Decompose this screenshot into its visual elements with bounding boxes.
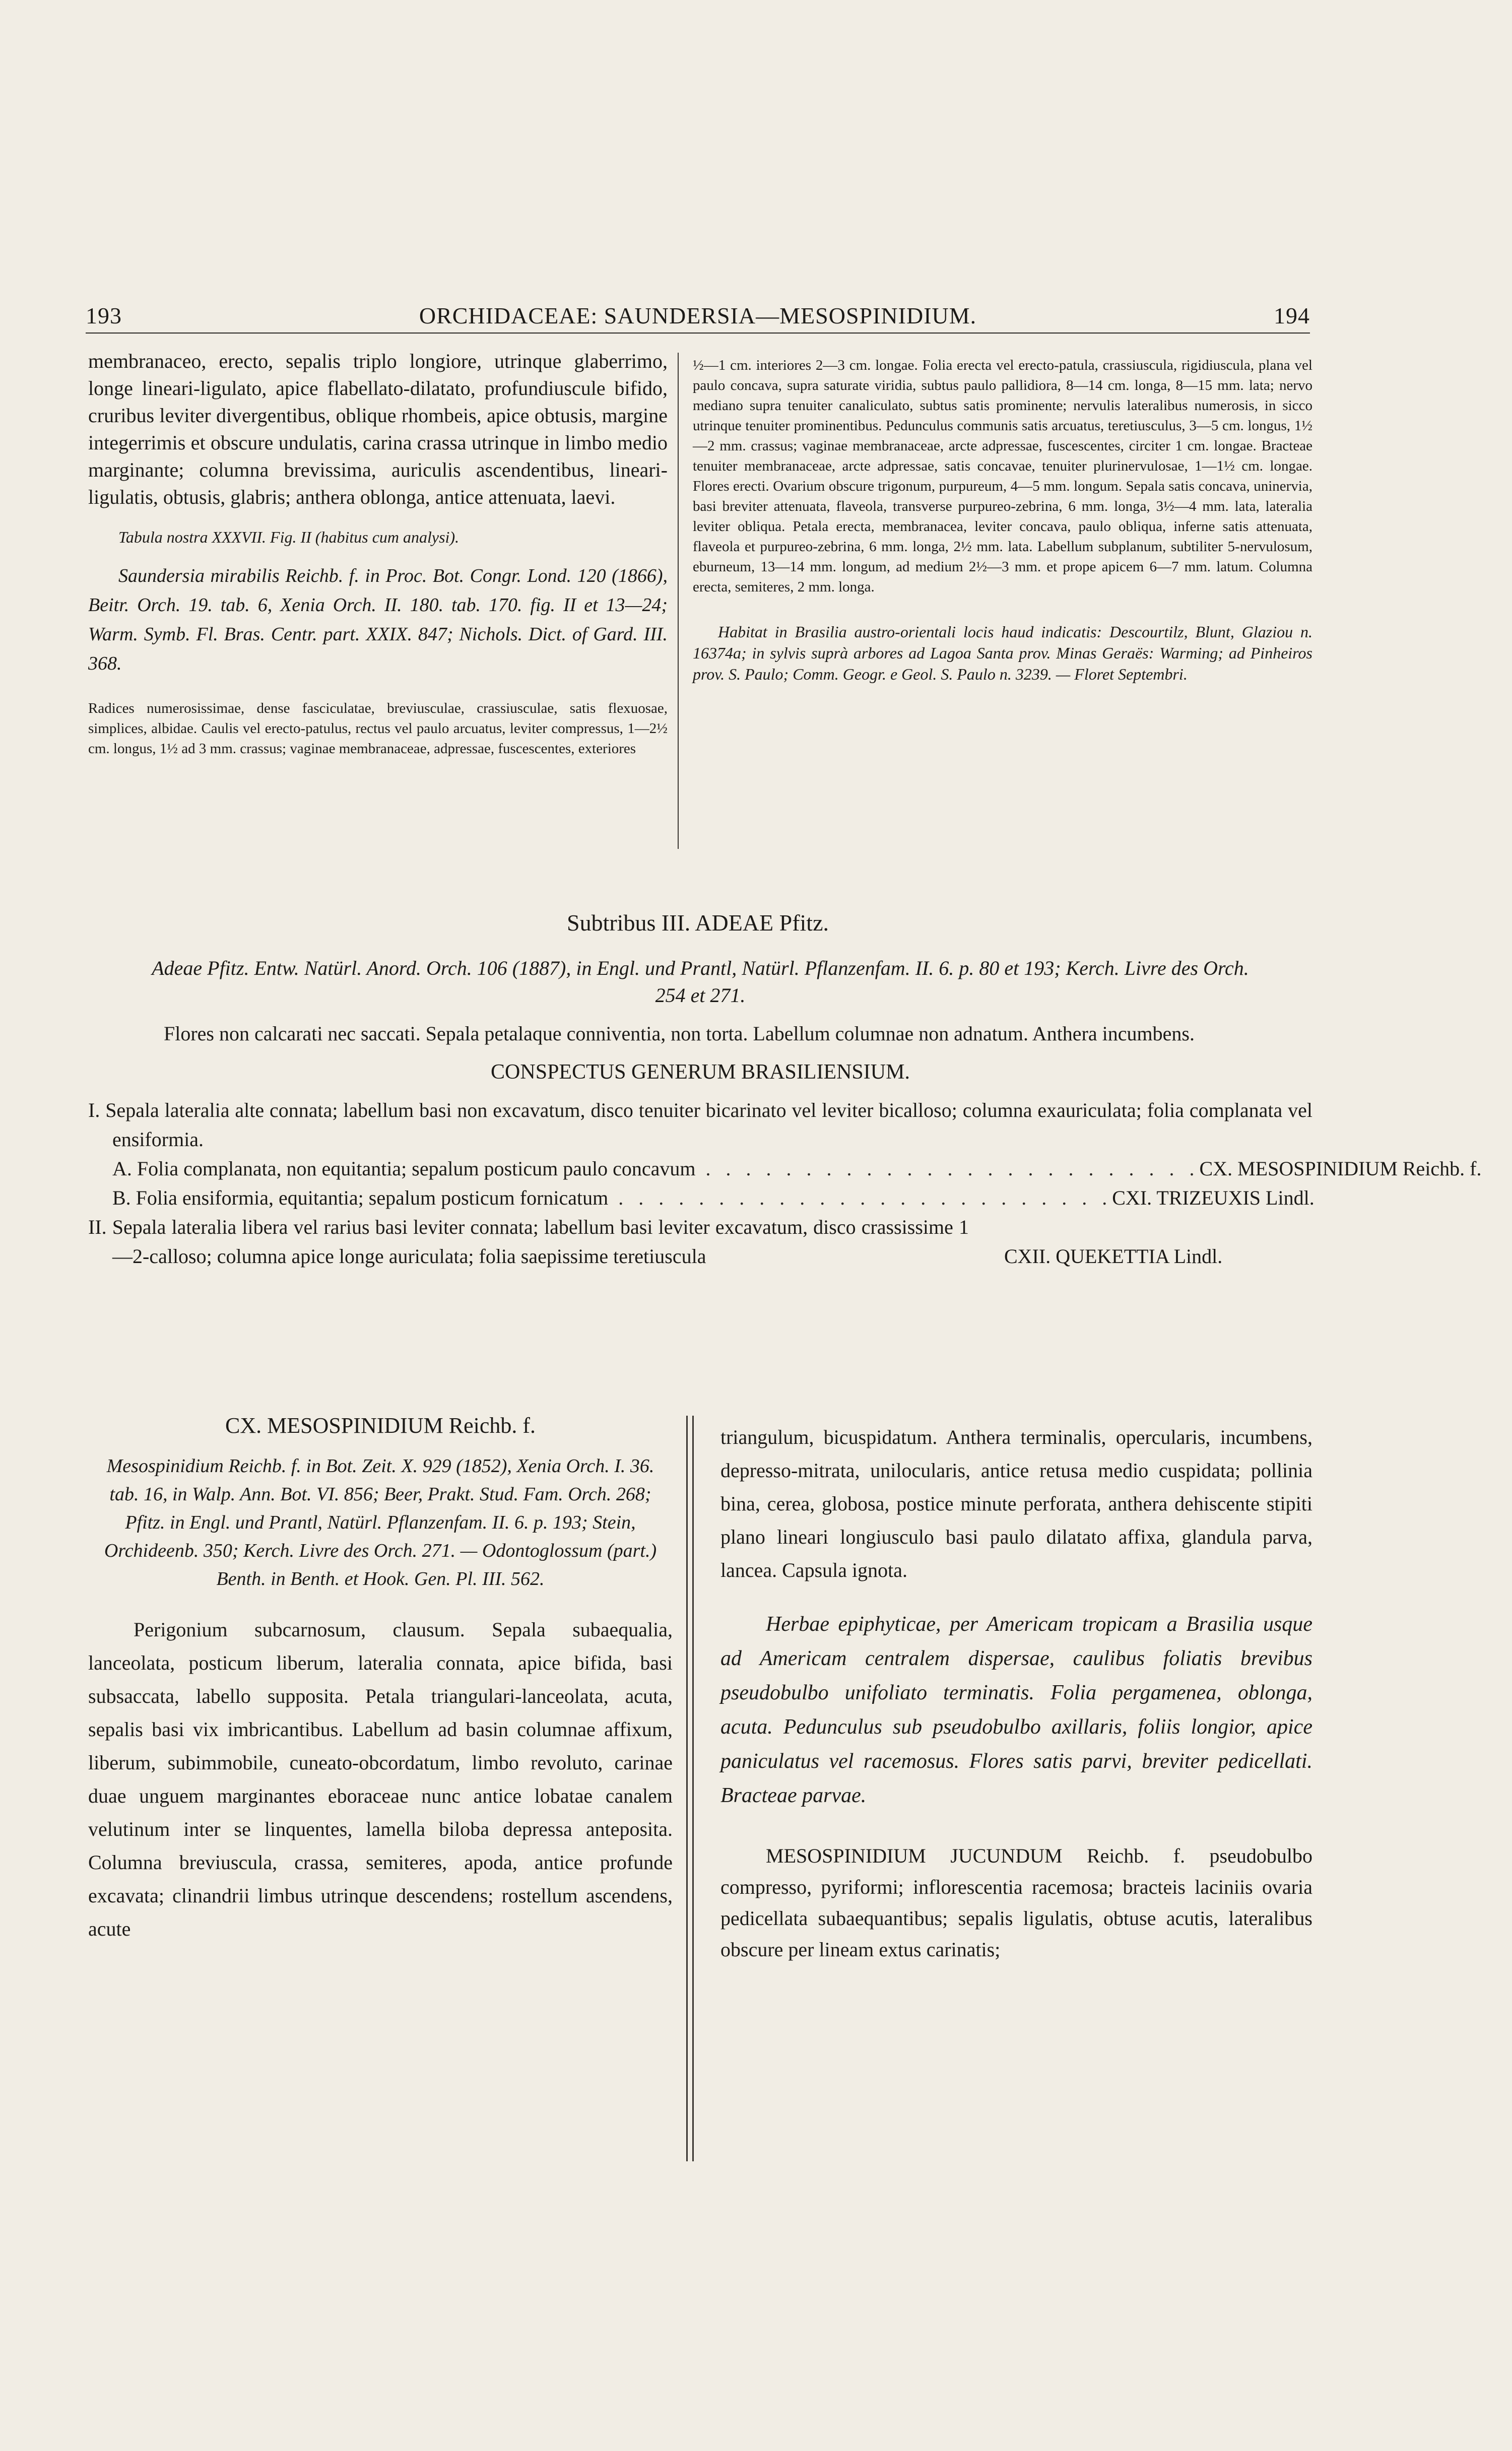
subtribus-references: Adeae Pfitz. Entw. Natürl. Anord. Orch. 106 (1887), in Engl. und Prantl, Natürl. Pflanzenfam. II. 6. p. 80 et 193; Kerch. Livre des Orch. 254 et 271. xyxy=(152,957,1249,1007)
key-A-label: A. Folia complanata, non equitantia; sepalum posticum paulo concavum xyxy=(112,1157,696,1180)
leader-dots: . . . . . . . . . . . . . . . . . . . . . . . . . xyxy=(608,1186,1112,1209)
key-B-label: B. Folia ensiformia, equitantia; sepalum posticum fornicatum xyxy=(112,1186,609,1209)
saundersia-description: membranaceo, erecto, sepalis triplo longiore, utrinque glaberrimo, longe lineari-ligulato, apice flabellato-dilatato, profundiuscule bifido, cruribus leviter divergentibus, oblique rhombeis, apice obtusis, margine integerrimis et obscure undulatis, carina crassa utrinque in limbo medio marginante; columna brevissima, auriculis ascendentibus, lineari-ligulatis, obtusis, glabris; anthera oblonga, antice attenuata, laevi. xyxy=(88,350,668,508)
bottom-right-column xyxy=(720,1421,1312,1965)
subtribus-heading: Subtribus III. ADEAE Pfitz. xyxy=(566,910,829,936)
species-description: MESOSPINIDIUM JUCUNDUM Reichb. f. pseudobulbo compresso, pyriformi; inflorescentia racemosa; bracteis laciniis ovaria pedicellata subaequantibus; sepalis ligulatis, obtuse acutis, lateralibus obscure per lineam extus carinatis; xyxy=(720,1844,1312,1961)
top-right-column xyxy=(693,355,1312,685)
column-divider-top xyxy=(678,353,679,849)
key-A-result: CX. MESOSPINIDIUM Reichb. f. xyxy=(1199,1157,1482,1180)
running-header xyxy=(86,302,1310,329)
key-item-I: I. Sepala lateralia alte connata; labellum basi non excavatum, disco tenuiter bicarinato vel leviter bicalloso; columna exauriculata; folia complanata vel ensiformia. xyxy=(88,1099,1312,1151)
genus-references: Mesospinidium Reichb. f. in Bot. Zeit. X. 929 (1852), Xenia Orch. I. 36. tab. 16, in Walp. Ann. Bot. VI. 856; Beer, Prakt. Stud. Fam. Orch. 268; Pfitz. in Engl. und Prantl, Natürl. Pflanzenfam. II. 6. p. 193; Stein, Orchideenb. 350; Kerch. Livre des Orch. 271. — Odontoglossum (part.) Benth. in Benth. et Hook. Gen. Pl. III. 562. xyxy=(104,1455,657,1589)
habitat-text: Habitat in Brasilia austro-orientali locis haud indicatis: Descourtilz, Blunt, Glaziou n. 16374a; in sylvis suprà arbores ad Lagoa Santa prov. Minas Geraës: Warming; ad Pinheiros prov. S. Paulo; Comm. Geogr. e Geol. S. Paulo n. 3239. — Floret Septembri. xyxy=(693,623,1312,683)
genus-heading: CX. MESOSPINIDIUM Reichb. f. xyxy=(225,1413,536,1438)
genus-description-continued: triangulum, bicuspidatum. Anthera terminalis, opercularis, incumbens, depresso-mitrata, unilocularis, antice retusa medio cuspidata; pollinia bina, cerea, globosa, postice minute perforata, anthera dehiscente stipiti plano lineari longiusculo basi paulo dilatato affixa, glandula parva, lancea. Capsula ignota. xyxy=(720,1426,1312,1581)
column-divider-bottom xyxy=(686,1416,688,2161)
conspectus-heading: CONSPECTUS GENERUM BRASILIENSIUM. xyxy=(491,1061,910,1084)
radices-description: Radices numerosissimae, dense fasciculatae, breviusculae, crassiusculae, satis flexuosae, simplices, albidae. Caulis vel erecto-patulus, rectus vel paulo arcuatus, leviter compressus, 1—2½ cm. longus, 1½ ad 3 mm. crassus; vaginae membranaceae, adpressae, fuscescentes, exteriores xyxy=(88,700,668,757)
genus-description: Perigonium subcarnosum, clausum. Sepala subaequalia, lanceolata, posticum liberum, lateralia connata, apice bifida, basi subsaccata, labello supposita. Petala triangulari-lanceolata, acuta, sepalis basi vix imbricantibus. Labellum ad basin columnae affixum, liberum, subimmobile, cuneato-obcordatum, limbo revoluto, carinae duae unguem marginantes eboraceae nunc antice lobatae canalem velutinum inter se linquentes, lamella biloba depressa anteposita. Columna breviuscula, crassa, semiteres, apoda, antice profunde excavata; clinandrii limbus utrinque descendens; rostellum ascendens, acute xyxy=(88,1618,673,1940)
tabula-reference: Tabula nostra XXXVII. Fig. II (habitus cum analysi). xyxy=(118,528,459,546)
key-B-result: CXI. TRIZEUXIS Lindl. xyxy=(1112,1186,1314,1209)
header-rule xyxy=(86,333,1310,334)
page-number-right: 194 xyxy=(1273,303,1310,328)
running-title: ORCHIDACEAE: SAUNDERSIA—MESOSPINIDIUM. xyxy=(419,303,977,328)
page-number-left: 193 xyxy=(86,303,122,328)
key-II-result: CXII. QUEKETTIA Lindl. xyxy=(1004,1245,1223,1268)
foliage-description: ½—1 cm. interiores 2—3 cm. longae. Folia erecta vel erecto-patula, crassiuscula, rigidiuscula, plana vel paulo concava, supra saturate viridia, subtus paulo pallidiora, 8—14 cm. longa, 8—15 mm. lata; nervo mediano supra tenuiter canaliculato, subtus satis prominente; nervulis lateralibus numerosis, in sicco utrinque tenuiter prominentibus. Pedunculus communis satis arcuatus, teretiusculus, 3—5 cm. longus, 1½—2 mm. crassus; vaginae membranaceae, arcte adpressae, fuscescentes, circiter 1 cm. longae. Bracteae tenuiter membranaceae, arcte adpressae, satis concavae, tenuiter plurinervulosae, 1—1½ cm. longae. Flores erecti. Ovarium obscure trigonum, purpureum, 4—5 mm. longum. Sepala satis concava, uninervia, basi breviter attenuata, flaveola, transverse purpureo-zebrina, 6 mm. longa, 3½—4 mm. lata, lateralia leviter obliqua. Petala erecta, membranacea, leviter concava, paulo obliqua, inferne satis attenuata, flaveola et purpureo-zebrina, 6 mm. longa, 2½ mm. lata. Labellum subplanum, subtiliter 5-nervulosum, eburneum, 13—14 mm. longum, ad medium 2½—3 mm. et prope apicem 6—7 mm. latum. Columna erecta, semiteres, 2 mm. longa. xyxy=(693,357,1312,595)
leader-dots: . . . . . . . . . . . . . . . . . . . . . . . . . xyxy=(695,1157,1200,1180)
herbae-description: Herbae epiphyticae, per Americam tropicam a Brasilia usque ad Americam centralem dispersae, caulibus foliatis brevibus pseudobulbo unifoliato terminatis. Folia pergamenea, oblonga, acuta. Pedunculus sub pseudobulbo axillaris, foliis longior, apice paniculatus vel racemosus. Flores satis parvi, breviter pedicellati. Bracteae parvae. xyxy=(720,1613,1312,1807)
column-divider-bottom-2 xyxy=(692,1416,694,2161)
saundersia-references: Saundersia mirabilis Reichb. f. in Proc. Bot. Congr. Lond. 120 (1866), Beitr. Orch. 19. tab. 6, Xenia Orch. II. 180. tab. 170. fig. II et 13—24; Warm. Symb. Fl. Bras. Centr. part. XXIX. 847; Nichols. Dict. of Gard. III. 368. xyxy=(88,565,668,674)
key-II-label: II. Sepala lateralia libera vel rarius basi leviter connata; labellum basi leviter excavatum, disco crassissime 1—2-calloso; columna apice longe auriculata; folia saepissime teretiuscula xyxy=(88,1216,969,1268)
key-item-B xyxy=(88,1183,1312,1213)
key-item-A xyxy=(88,1154,1482,1183)
key-item-II xyxy=(88,1213,1312,1271)
bottom-left-column xyxy=(88,1411,673,1946)
subtribus-block xyxy=(88,955,1482,1271)
top-left-column xyxy=(88,348,668,759)
subtribus-description: Flores non calcarati nec saccati. Sepala petalaque conniventia, non torta. Labellum columnae non adnatum. Anthera incumbens. xyxy=(164,1022,1195,1045)
